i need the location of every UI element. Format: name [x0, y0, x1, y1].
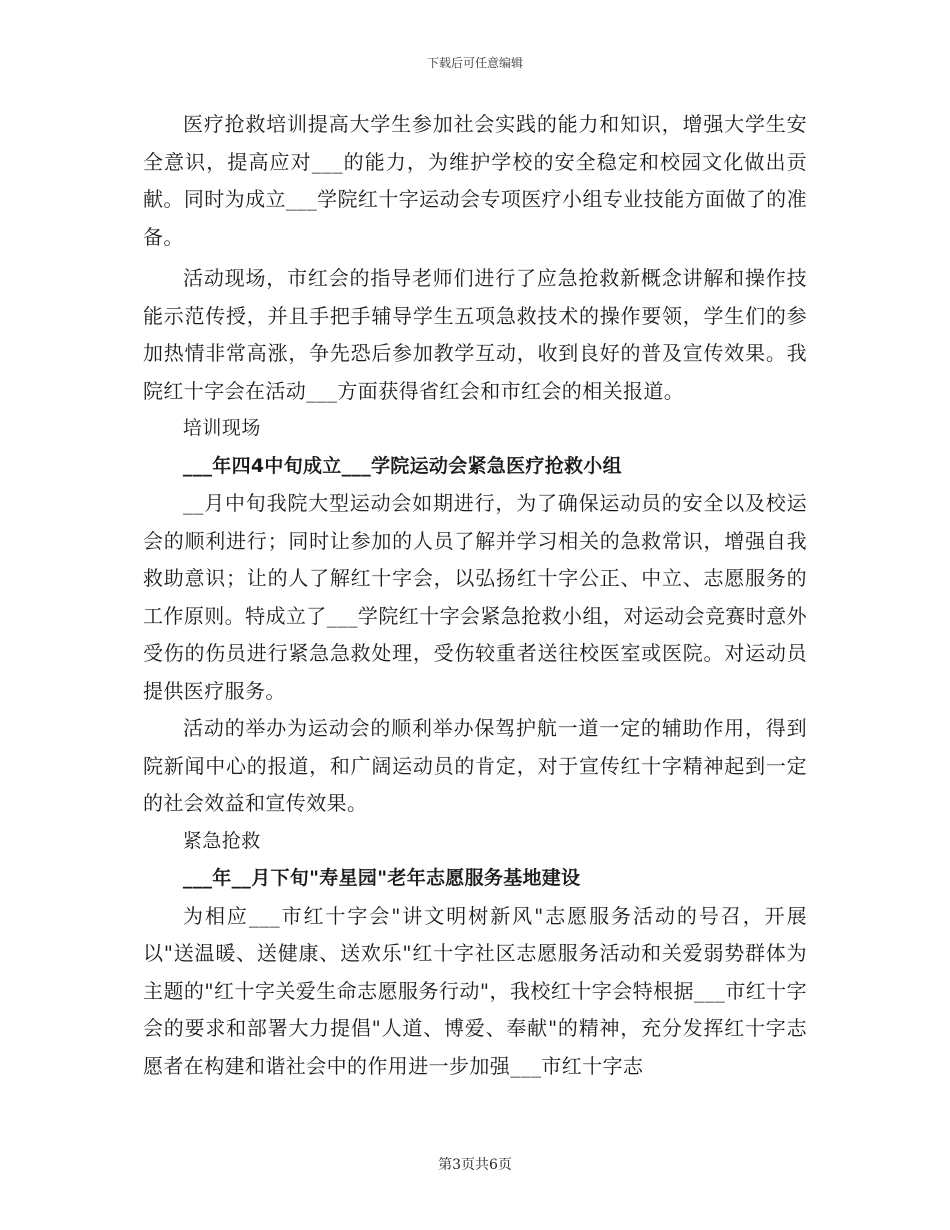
page-footer: 第3页共6页 [438, 1157, 512, 1173]
paragraph: 为相应___市红十字会"讲文明树新风"志愿服务活动的号召，开展以"送温暖、送健康、送欢乐"红十字社区志愿服务活动和关爱弱势群体为主题的"红十字关爱生命志愿服务行动"，我校红十字会特根据___市红十字会的要求和部署大力提倡"人道、博爱、奉献"的精神，充分发挥红十字志愿者在构建和谐社会中的作用进一步加强___市红十字志 [143, 903, 807, 1078]
section-heading: ___年四4中旬成立___学院运动会紧急医疗抢救小组 [182, 454, 622, 477]
image-caption: 培训现场 [182, 417, 261, 439]
section-heading: ___年__月下旬"寿星园"老年志愿服务基地建设 [182, 867, 581, 889]
paragraph: __月中旬我院大型运动会如期进行，为了确保运动员的安全以及校运会的顺利进行；同时让参加的人员了解并学习相关的急救常识，增强自我救助意识；让的人了解红十字会，以弘扬红十字公正、中立、志愿服务的工作原则。特成立了___学院红十字会紧急抢救小组，对运动会竞赛时意外受伤的伤员进行紧急急救处理，受伤较重者送往校医室或医院。对运动员提供医疗服务。 [143, 491, 807, 703]
page-header: 下载后可任意编辑 [426, 56, 523, 70]
image-caption: 紧急抢救 [182, 829, 261, 852]
paragraph: 活动现场，市红会的指导老师们进行了应急抢救新概念讲解和操作技能示范传授，并且手把手辅导学生五项急救技术的操作要领，学生们的参加热情非常高涨，争先恐后参加教学互动，收到良好的普及宣传效果。我院红十字会在活动___方面获得省红会和市红会的相关报道。 [143, 266, 807, 403]
document-body [143, 106, 807, 1085]
paragraph: 活动的举办为运动会的顺利举办保驾护航一道一定的辅助作用，得到院新闻中心的报道，和广阔运动员的肯定，对于宣传红十字精神起到一定的社会效益和宣传效果。 [143, 716, 807, 815]
paragraph: 医疗抢救培训提高大学生参加社会实践的能力和知识，增强大学生安全意识，提高应对___的能力，为维护学校的安全稳定和校园文化做出贡献。同时为成立___学院红十字运动会专项医疗小组专业技能方面做了的准备。 [143, 112, 807, 249]
